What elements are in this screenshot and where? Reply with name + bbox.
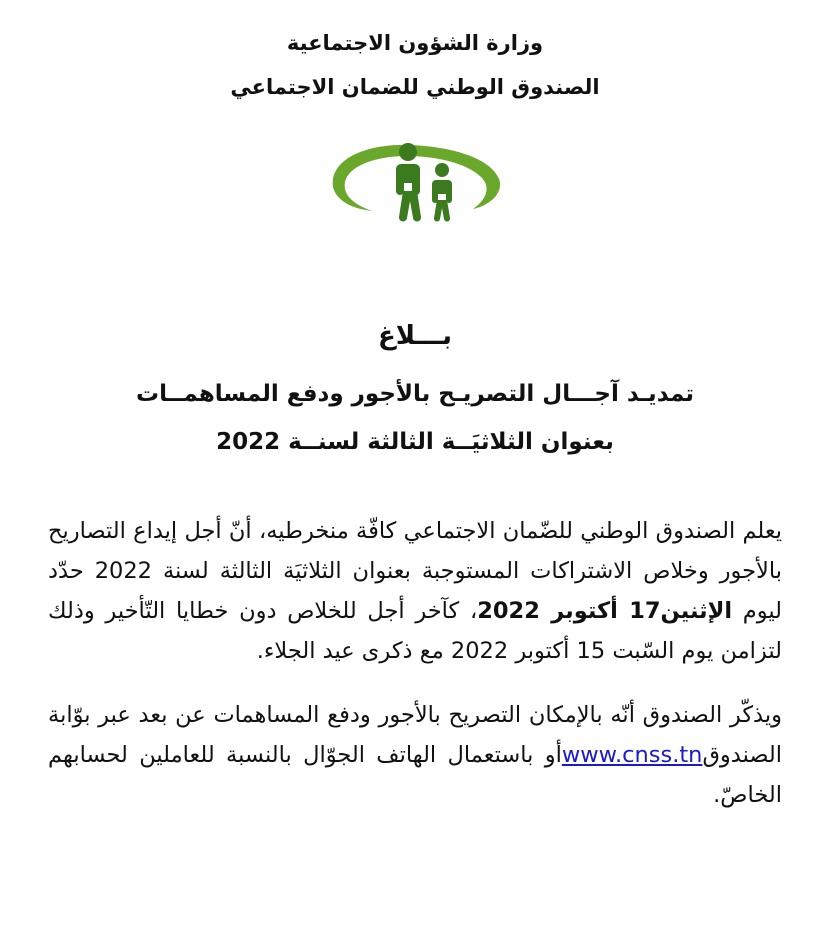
notice-subtitle-line1: تمديـد آجـــال التصريـح بالأجور ودفع المساهمــات: [135, 381, 695, 407]
paragraph-2: [48, 695, 782, 815]
paragraph-2-text-end: أو باستعمال الهاتف الجوّال بالنسبة للعاملين لحسابهم الخاصّ.: [48, 742, 782, 809]
fund-title: الصندوق الوطني للضمان الاجتماعي: [230, 74, 600, 99]
paragraph-1-text-end: ، كآخر أجل للخلاص دون خطايا التّأخير وذلك لتزامن يوم السّبت 15 أكتوبر 2022 مع ذكرى عيد الجلاء.: [48, 598, 782, 665]
paragraph-1-text-start: يعلم الصندوق الوطني للضّمان الاجتماعي كافّة منخرطيه، أنّ أجل إيداع التصاريح بالأجور وخلاص الاشتراكات المستوجبة بعنوان الثلاثيَة الثالثة لسنة 2022 حدّد ليوم: [48, 518, 783, 625]
cnss-logo-icon: [315, 125, 515, 235]
deadline-date-emphasis: الإثنين17 أكتوبر 2022: [477, 598, 733, 625]
logo-container: [40, 125, 790, 235]
notice-subtitle-line2: بعنوان الثلاثيَــة الثالثة لسنــة 2022: [216, 429, 614, 455]
notice-body: [40, 511, 790, 815]
notice-title-block: [40, 321, 790, 455]
paragraph-2-text-start: ويذكّر الصندوق أنّه بالإمكان التصريح بالأجور ودفع المساهمات عن بعد عبر بوّابة الصندوق: [48, 702, 782, 769]
cnss-portal-link[interactable]: www.cnss.tn: [561, 742, 703, 769]
notice-heading: بـــلاغ: [378, 321, 452, 351]
ministry-title: وزارة الشؤون الاجتماعية: [286, 31, 544, 55]
document-header: [40, 28, 790, 235]
paragraph-1: [48, 511, 782, 671]
